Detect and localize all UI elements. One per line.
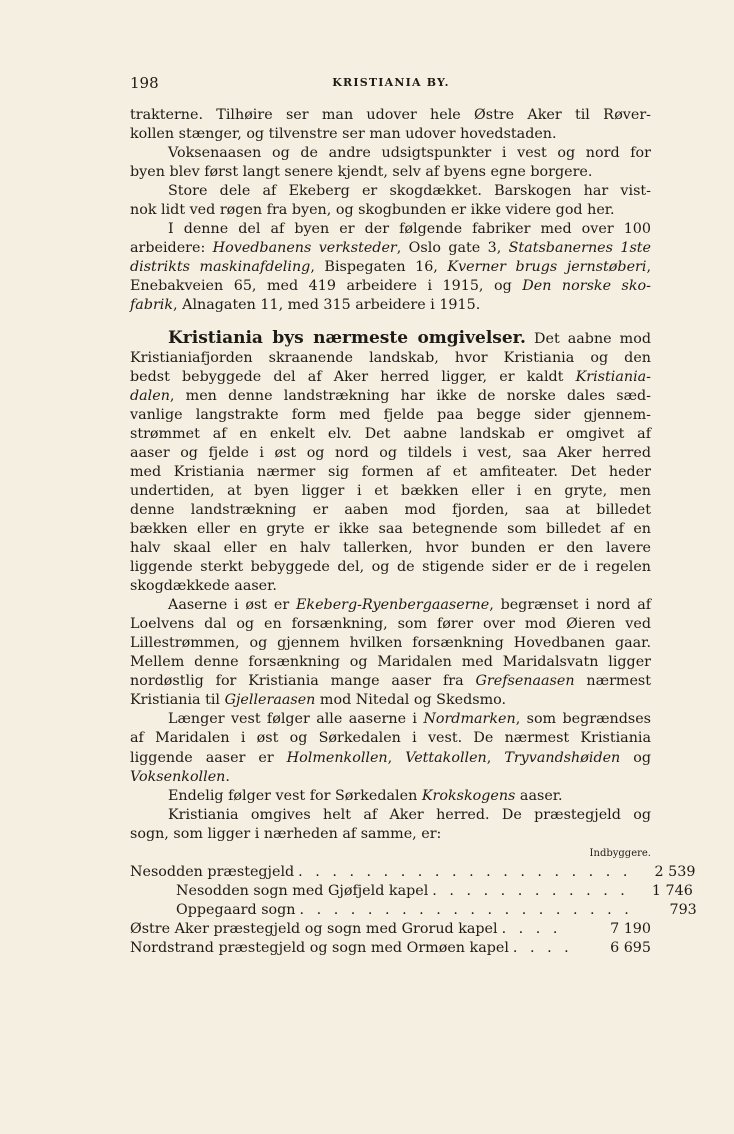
text-line: skogdækkede aaser. [130,578,277,595]
table-row [130,939,651,958]
text-line: Lillestrømmen, og gjennem hvilken forsænkning Hovedbanen gaar. [130,635,651,652]
text-line [130,691,651,710]
text-line: liggende sterkt bebyggede del, og de stigende sider er de i regelen [130,559,651,576]
text-line: med Kristiania nærmer sig formen af et amfiteater. Det heder [130,463,651,480]
text-line: halv skaal eller en halv tallerken, hvor bunden er den lavere [130,539,651,556]
text-line: Mellem denne forsænkning og Maridalen med Maridalsvatn ligger [130,654,651,671]
text-line: bækken eller en gryte er ikke saa betegnende som billedet af en [130,520,651,537]
text-span: liggende aaser er [130,749,287,766]
text-line: trakterne. Tilhøire ser man udover hele Østre Aker til Røver- [130,107,651,123]
leader-dots: . . . . . . . . . . . . . . . . . . . . [299,901,633,918]
italic-name: Kristiania- [575,368,651,385]
italic-name: Den norske sko- [522,278,651,295]
population-value: 2 539 [654,863,696,880]
parish-name: Østre Aker præstegjeld og sogn med Grorud kapel [130,921,498,938]
text-line: Voksenaasen og de andre udsigtspunkter i vest og nord for [168,145,651,162]
italic-name: Statsbanernes 1ste [508,240,652,257]
italic-name: fabrik [130,297,174,314]
text-line: Loelvens dal og en forsænkning, som fører over mod Øieren ved [130,616,651,633]
text-line: aaser og fjelde i øst og nord og tildels i vest, saa Aker herred [130,444,651,461]
text-span: , som begrændses [515,711,651,728]
italic-name: Krokskogens [421,787,516,804]
page-body [130,106,697,958]
text-span: arbeidere: [130,240,213,257]
population-value: 6 695 [610,940,651,957]
parish-name: Nordstrand præstegjeld og sogn med Ormøen kapel [130,940,509,957]
italic-name: Ekeberg-Ryenbergaaserne [296,597,490,614]
text-line: af Maridalen i øst og Sørkedalen i vest. De nærmest Kristiania [130,730,651,747]
text-line [130,368,651,387]
text-line [130,258,651,277]
text-line [130,328,651,349]
text-line [130,672,651,691]
text-span: aaser. [515,787,563,804]
text-span: Aaserne i øst er [168,597,296,614]
text-line [130,387,651,406]
text-line: vanlige langstrakte form med fjelde paa begge sider gjennem- [130,406,651,423]
leader-dots: . . . . . . . . . . . . [432,882,629,899]
text-span: . [225,768,230,785]
text-span: Længer vest følger alle aaserne i [168,711,424,728]
text-span: , Bispegaten 16, [310,259,448,276]
leader-dots: . . . . [512,940,573,957]
table-row [130,863,696,882]
text-span: Endelig følger vest for Sørkedalen [168,787,422,804]
text-span: , [486,749,505,766]
text-line [130,239,651,258]
italic-name: Kverner brugs jernstøberi [447,259,647,276]
text-span: Enebakveien 65, med 419 arbeidere i 1915, og [130,278,523,295]
text-line: I denne del af byen er der følgende fabriker med over 100 [168,221,651,238]
italic-name: dalen [130,387,170,404]
text-span: bedst bebyggede del af Aker herred ligger, er kaldt [130,368,576,385]
text-line: nok lidt ved røgen fra byen, og skogbunden er ikke videre god her. [130,202,615,219]
parish-name: Nesodden sogn med Gjøfjeld kapel [176,882,429,899]
leader-dots: . . . . [501,921,562,938]
text-span: og [620,749,652,766]
page-number: 198 [130,74,159,92]
population-value: 7 190 [610,921,651,938]
text-span: nordøstlig for Kristiania mange aaser fra [130,673,476,690]
text-line [130,277,651,296]
italic-name: Gjelleraasen [224,692,316,709]
parish-name: Nesodden præstegjeld [130,863,295,880]
parish-name: Oppegaard sogn [176,901,296,918]
table-row [130,882,693,901]
text-span: Det aabne mod [525,330,651,347]
text-line: sogn, som ligger i nærheden af samme, er: [130,825,442,842]
italic-name: Voksenkollen [130,768,226,785]
text-line [130,596,651,615]
text-span: Kristiania til [130,692,225,709]
text-span: , Oslo gate 3, [396,240,509,257]
table-row [130,901,697,920]
text-span: , men denne landstrækning har ikke de norske dales sæd- [169,387,651,404]
text-span: mod Nitedal og Skedsmo. [315,692,507,709]
text-line: Kristiania omgives helt af Aker herred. De præstegjeld og [168,806,651,823]
population-value: 793 [669,901,697,918]
text-line: kollen stænger, og tilvenstre ser man udover hovedstaden. [130,126,557,143]
text-line: undertiden, at byen ligger i et bækken eller i en gryte, men [130,482,651,499]
leader-dots: . . . . . . . . . . . . . . . . . . . . [298,863,632,880]
text-line [130,710,651,729]
section-heading: Kristiania bys nærmeste omgivelser. [168,327,526,348]
column-label: Indbyggere. [589,847,651,859]
italic-name: Vettakollen [405,749,487,766]
italic-name: Nordmarken [423,711,516,728]
text-span: , begrænset i nord af [489,597,652,614]
italic-name: Hovedbanens verksteder [212,240,397,257]
text-span: , [646,259,651,276]
population-table [130,863,697,958]
italic-name: Grefsenaasen [475,673,575,690]
text-line [130,768,651,787]
text-span: nærmest [574,673,652,690]
text-line [130,787,651,806]
text-line: denne landstrækning er aaben mod fjorden, saa at billedet [130,501,651,518]
text-line: Kristianiafjorden skraanende landskab, hvor Kristiania og den [130,349,651,366]
italic-name: distrikts maskinafdeling [130,259,311,276]
text-span: , [387,749,406,766]
text-line [130,296,651,315]
population-value: 1 746 [651,882,693,899]
text-line [130,749,651,768]
running-head: KRISTIANIA BY. [332,76,450,89]
text-line: Store dele af Ekeberg er skogdækket. Barskogen har vist- [168,183,651,200]
text-line: strømmet af en enkelt elv. Det aabne landskab er omgivet af [130,425,651,442]
italic-name: Tryvandshøiden [504,749,621,766]
text-line: byen blev først langt senere kjendt, selv af byens egne borgere. [130,164,593,181]
text-span: , Alnagaten 11, med 315 arbeidere i 1915. [173,297,481,314]
italic-name: Holmenkollen [286,749,388,766]
table-row [130,920,651,939]
page-header [130,74,652,94]
